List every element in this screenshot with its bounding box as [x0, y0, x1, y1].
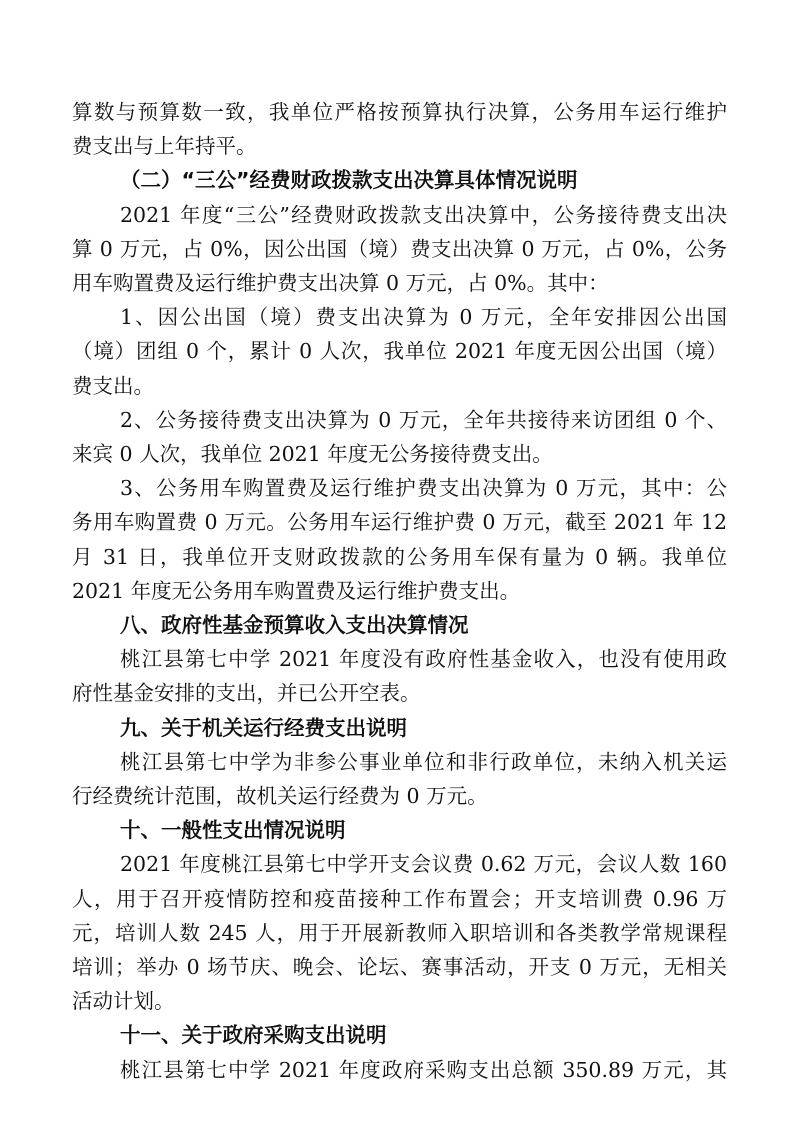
section-heading	[72, 608, 727, 642]
text-line: （二）“三公”经费财政拨款支出决算具体情况说明	[120, 168, 578, 193]
section-heading	[72, 813, 727, 847]
text-line: 务用车购置费 0 万元。公务用车运行维护费 0 万元，截至 2021 年 12	[72, 510, 727, 535]
text-line: 3、公务用车购置费及运行维护费支出决算为 0 万元，其中：公	[120, 476, 727, 501]
section-heading	[72, 711, 727, 745]
text-line: 活动计划。	[72, 989, 175, 1014]
text-line: 人，用于召开疫情防控和疫苗接种工作布置会；开支培训费 0.96 万	[72, 886, 727, 911]
paragraph	[72, 642, 727, 710]
text-line: 八、政府性基金预算收入支出决算情况	[120, 613, 469, 638]
text-line: 元，培训人数 245 人，用于开展新教师入职培训和各类教学常规课程	[72, 920, 727, 945]
text-line: 十、一般性支出情况说明	[120, 818, 346, 843]
text-line: 用车购置费及运行维护费支出决算 0 万元，占 0%。其中：	[72, 271, 609, 296]
paragraph	[72, 745, 727, 813]
text-line: 十一、关于政府采购支出说明	[120, 1023, 387, 1048]
paragraph	[72, 403, 727, 471]
paragraph	[72, 1053, 727, 1087]
text-line: 月 31 日，我单位开支财政拨款的公务用车保有量为 0 辆。我单位	[72, 544, 727, 569]
section-heading	[72, 1018, 727, 1052]
text-line: 培训；举办 0 场节庆、晚会、论坛、赛事活动，开支 0 万元，无相关	[72, 955, 727, 980]
paragraph	[72, 847, 727, 1018]
text-line: 费支出。	[72, 373, 154, 398]
section-heading	[72, 163, 727, 197]
text-line: 来宾 0 人次，我单位 2021 年度无公务接待费支出。	[72, 442, 553, 467]
text-line: 算 0 万元，占 0%，因公出国（境）费支出决算 0 万元，占 0%，公务	[72, 236, 727, 261]
text-line: 行经费统计范围，故机关运行经费为 0 万元。	[72, 784, 488, 809]
text-line: 2、公务接待费支出决算为 0 万元，全年共接待来访团组 0 个、	[120, 407, 727, 432]
text-line: （境）团组 0 个，累计 0 人次，我单位 2021 年度无因公出国（境）	[72, 339, 727, 364]
text-line: 桃江县第七中学 2021 年度政府采购支出总额 350.89 万元，其	[120, 1057, 727, 1082]
paragraph	[72, 95, 727, 163]
text-line: 2021 年度桃江县第七中学开支会议费 0.62 万元，会议人数 160	[120, 852, 727, 877]
text-line: 桃江县第七中学为非参公事业单位和非行政单位，未纳入机关运	[120, 749, 727, 774]
text-line: 1、因公出国（境）费支出决算为 0 万元，全年安排因公出国	[120, 305, 727, 330]
text-line: 2021 年度“三公”经费财政拨款支出决算中，公务接待费支出决	[120, 202, 727, 227]
text-line: 府性基金安排的支出，并已公开空表。	[72, 681, 421, 706]
paragraph	[72, 471, 727, 608]
paragraph	[72, 198, 727, 301]
document-page	[72, 95, 727, 1087]
text-line: 桃江县第七中学 2021 年度没有政府性基金收入，也没有使用政	[120, 647, 727, 672]
text-line: 算数与预算数一致，我单位严格按预算执行决算，公务用车运行维护	[72, 100, 727, 124]
paragraph	[72, 300, 727, 403]
text-line: 费支出与上年持平。	[72, 134, 257, 159]
text-line: 2021 年度无公务用车购置费及运行维护费支出。	[72, 578, 521, 603]
text-line: 九、关于机关运行经费支出说明	[120, 715, 407, 740]
